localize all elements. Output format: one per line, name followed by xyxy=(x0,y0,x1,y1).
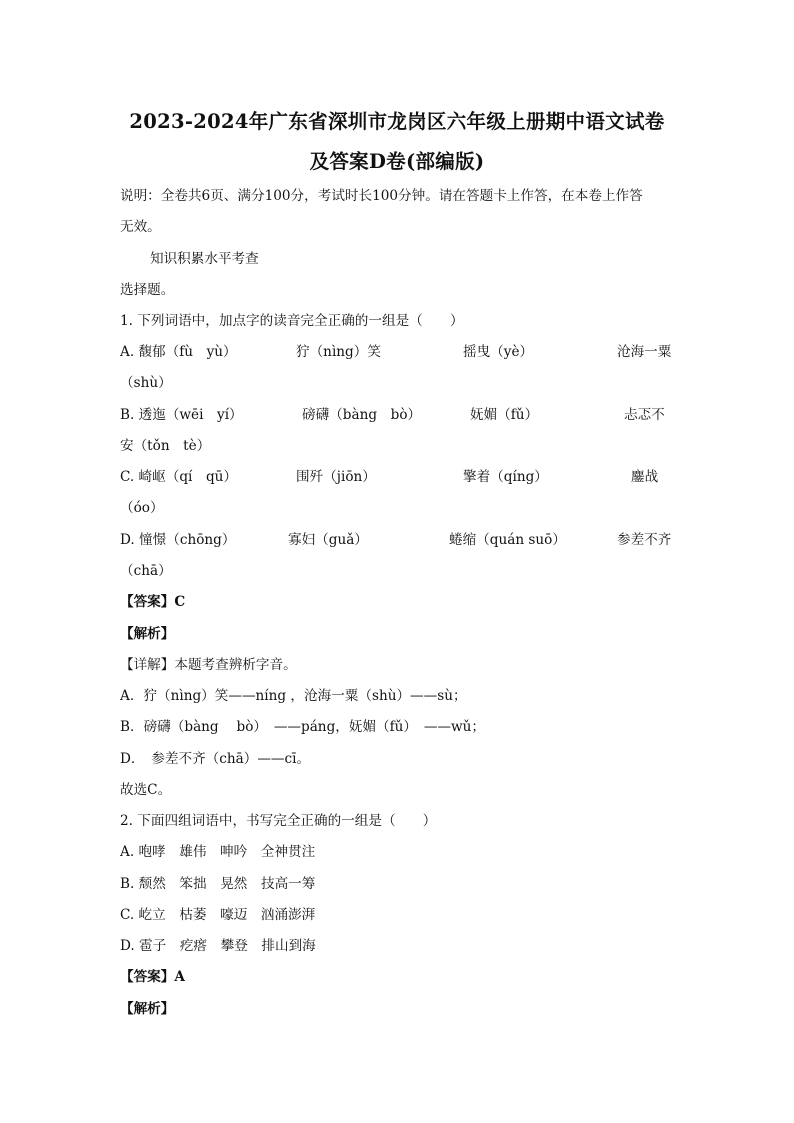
q1-note-b: B．磅礴（bàng bò） ——páng，妩媚（fǔ） ——wǔ； xyxy=(120,719,485,735)
document-title-line2: 及答案D卷(部编版) xyxy=(309,150,485,173)
q1-option-b-wrap: 安（tǒn tè） xyxy=(120,438,211,454)
document-title-line1: 2023-2024年广东省深圳市龙岗区六年级上册期中语文试卷 xyxy=(129,110,665,133)
q1-note-d: D． 参差不齐（chā）——cī。 xyxy=(120,751,311,767)
q2-option-d: D. 雹子 疙瘩 攀登 排山到海 xyxy=(120,938,316,954)
q1-option-b-word3: 妩媚（fǔ） xyxy=(470,407,539,423)
section-heading: 知识积累水平考查 xyxy=(150,251,259,267)
q1-option-a-word3: 摇曳（yè） xyxy=(463,344,534,360)
subsection-heading: 选择题。 xyxy=(120,282,175,298)
q1-option-c-word3: 擎着（qíng） xyxy=(463,469,548,485)
q1-option-a-word1: A. 馥郁（fù yù） xyxy=(120,344,237,360)
q1-option-a-word4: 沧海一粟 xyxy=(617,344,672,360)
q1-option-b-word4: 忐忑不 xyxy=(624,407,665,423)
q1-option-d-word1: D. 憧憬（chōng） xyxy=(120,532,236,548)
instructions-line1: 说明：全卷共6页、满分100分，考试时长100分钟。请在答题卡上作答，在本卷上作答 xyxy=(120,188,643,204)
question-2-stem: 2. 下面四组词语中，书写完全正确的一组是（ ） xyxy=(120,813,437,829)
q1-option-d-word2: 寡妇（guǎ） xyxy=(288,532,368,548)
q1-option-c-word1: C. 崎岖（qí qū） xyxy=(120,469,238,485)
q1-option-c-wrap: （óo） xyxy=(120,500,164,516)
q1-answer: 【答案】C xyxy=(120,594,186,610)
q1-option-a-wrap: （shù） xyxy=(120,375,172,391)
q1-option-d-word3: 蜷缩（quán suō） xyxy=(449,532,566,548)
q1-conclusion: 故选C。 xyxy=(120,782,172,798)
q1-note-a: A．狞（nìng）笑——níng ，沧海一粟（shù）——sù； xyxy=(120,688,467,704)
q1-option-a-word2: 狞（nìng）笑 xyxy=(296,344,381,360)
q1-option-d-wrap: （chā） xyxy=(120,563,172,579)
q1-option-c-word4: 鏖战 xyxy=(631,469,659,485)
q2-option-a: A. 咆哮 雄伟 呻吟 全神贯注 xyxy=(120,844,316,860)
q1-option-b-word1: B. 透迤（wēi yí） xyxy=(120,407,243,423)
q1-option-c-word2: 围歼（jiōn） xyxy=(296,469,376,485)
instructions-line2: 无效。 xyxy=(120,219,161,235)
q2-answer: 【答案】A xyxy=(120,969,185,985)
q2-option-b: B. 颓然 笨拙 晃然 技高一筹 xyxy=(120,876,316,892)
q1-analysis-heading: 【解析】 xyxy=(120,626,175,642)
q1-detail: 【详解】本题考查辨析字音。 xyxy=(120,657,297,673)
q2-option-c: C. 屹立 枯萎 嚎迈 汹涌澎湃 xyxy=(120,907,316,923)
q2-analysis-heading: 【解析】 xyxy=(120,1001,175,1017)
question-1-stem: 1. 下列词语中，加点字的读音完全正确的一组是（ ） xyxy=(120,313,464,329)
q1-option-d-word4: 参差不齐 xyxy=(617,532,672,548)
q1-option-b-word2: 磅礴（bàng bò） xyxy=(302,407,422,423)
